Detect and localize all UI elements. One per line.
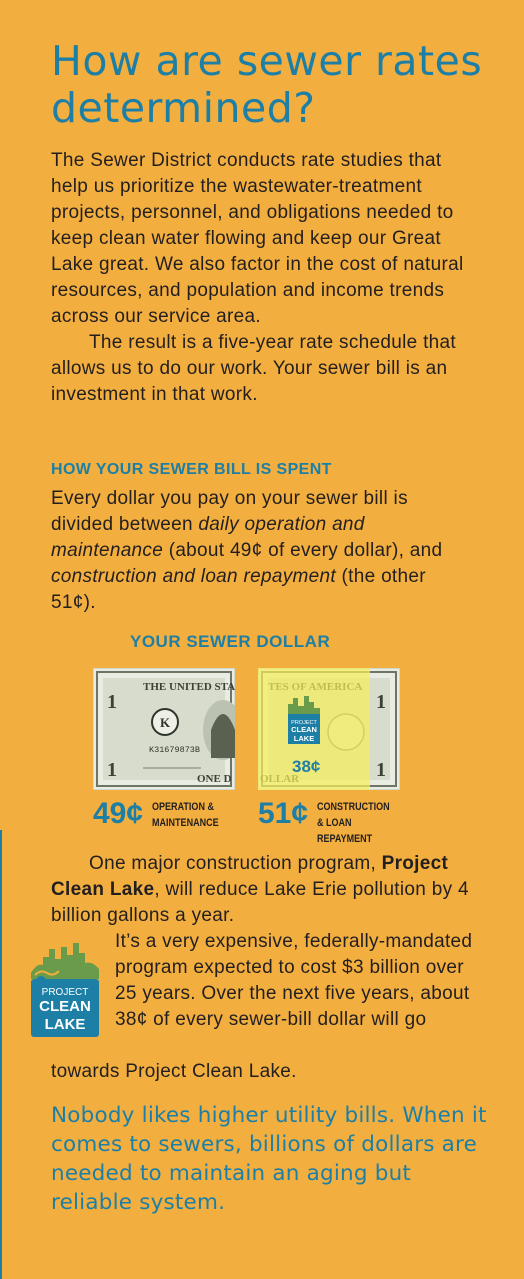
stat-operation-amount: 49¢ <box>93 797 144 830</box>
bill-corner-digit-top: 1 <box>107 691 117 713</box>
spent-emphasis-2: construction and loan repayment <box>51 566 336 587</box>
project-text-2: , will reduce Lake Erie pollution by 4 billion gallons a year. <box>51 879 469 926</box>
stat-operation <box>93 796 242 832</box>
stat-construction-amount: 51¢ <box>258 797 309 830</box>
dollar-bill-left-image <box>93 668 235 790</box>
page-title: How are sewer rates determined? <box>51 37 483 132</box>
intro-paragraph-1: The Sewer District conducts rate studies that help us prioritize the wastewater-treatment projects, personnel, and obligations needed to keep clean water flowing and keep our Great Lake great. We also factor in the cost of natural resources, and population and income trends across our service area. <box>51 150 464 327</box>
stat-construction <box>258 796 407 847</box>
project-paragraph-1 <box>51 851 481 929</box>
logo-text-clean: CLEAN <box>39 998 91 1015</box>
stat-operation-label: OPERATION & MAINTENANCE <box>152 801 219 829</box>
bill-top-text-left: THE UNITED STA <box>143 681 235 693</box>
bill-seal-letter: K <box>160 715 171 730</box>
bill-logo-line-3: LAKE <box>293 734 315 743</box>
sewer-dollar-title: YOUR SEWER DOLLAR <box>130 632 331 651</box>
project-clean-lake-logo <box>29 943 101 1039</box>
spent-text-2: (about 49¢ of every dollar), and <box>163 540 443 561</box>
intro-text <box>51 148 481 408</box>
dollar-bill-right-image <box>258 668 400 790</box>
spent-emphasis-1: daily operation and maintenance <box>51 514 365 561</box>
project-last-line: towards Project Clean Lake. <box>51 1061 297 1082</box>
intro-paragraph-2: The result is a five-year rate schedule that allows us to do our work. Your sewer bill is an investment in that work. <box>51 332 456 405</box>
logo-text-lake: LAKE <box>44 1016 86 1033</box>
project-wrap-text: It’s a very expensive, federally-mandated program expected to cost $3 billion over 25 years. Over the next five years, about 38¢ of every sewer-bill dollar will go <box>115 931 473 1030</box>
spent-text-1: Every dollar you pay on your sewer bill is divided between <box>51 488 408 535</box>
bill-bottom-text-left: ONE D <box>197 773 232 785</box>
project-text <box>51 851 481 929</box>
closing-statement: Nobody likes higher utility bills. When it comes to sewers, billions of dollars are needed to maintain an aging but reliable system. <box>51 1103 487 1215</box>
bill-overlay-amount: 38¢ <box>292 757 321 776</box>
bill-corner-digit-bottom: 1 <box>107 759 117 781</box>
logo-text-project: PROJECT <box>41 987 89 998</box>
project-name-bold: Project Clean Lake <box>51 853 449 900</box>
bill-corner-digit-right-top: 1 <box>376 691 386 713</box>
stat-construction-label: CONSTRUCTION & LOAN REPAYMENT <box>317 801 390 845</box>
bill-serial-number: K31679873B <box>149 745 201 755</box>
bill-corner-digit-right-bottom: 1 <box>376 759 386 781</box>
spent-text <box>51 486 461 616</box>
section-heading-spent: HOW YOUR SEWER BILL IS SPENT <box>51 461 332 478</box>
spent-text-3: (the other 51¢). <box>51 566 426 613</box>
bill-logo-line-2: CLEAN <box>291 725 317 734</box>
spent-paragraph <box>51 486 461 616</box>
bill-logo-line-1: PROJECT <box>291 720 317 726</box>
left-edge-rule <box>0 830 2 1279</box>
project-text-1: One major construction program, <box>89 853 382 874</box>
